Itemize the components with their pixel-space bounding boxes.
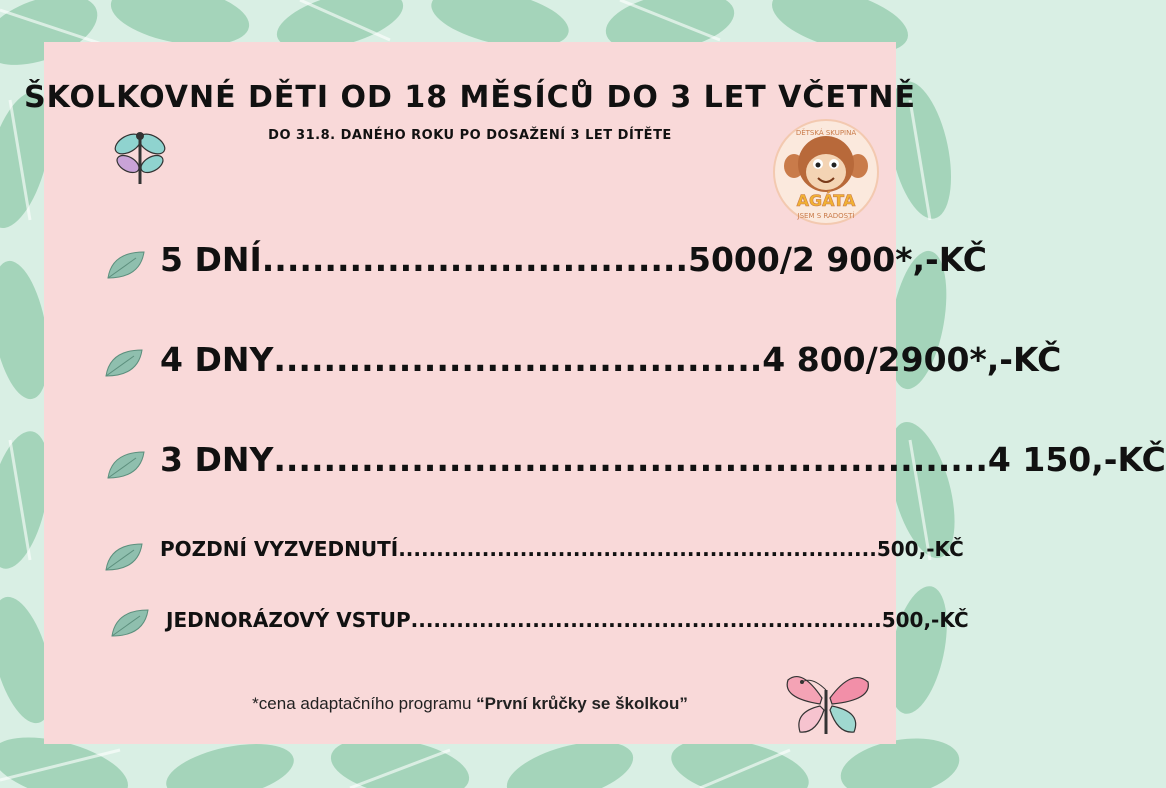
- price-value: 500,-KČ: [881, 608, 969, 632]
- page-subtitle: DO 31.8. DANÉHO ROKU PO DOSAŽENÍ 3 LET DÍTĚTE: [268, 128, 672, 143]
- leaf-icon: [106, 448, 146, 482]
- price-row-4-days: [160, 340, 1062, 379]
- price-row-single-entry: [166, 608, 969, 632]
- leaf-icon: [110, 606, 150, 640]
- price-dots: .........................................................: [273, 440, 988, 479]
- price-label: 4 DNY: [160, 340, 274, 379]
- leaf-icon: [106, 248, 146, 282]
- price-dots: ..................................: [261, 240, 688, 279]
- footnote-text: *cena adaptačního programu: [252, 694, 477, 713]
- agata-logo: [772, 118, 880, 226]
- price-label: JEDNORÁZOVÝ VSTUP: [166, 608, 411, 632]
- price-label: POZDNÍ VYZVEDNUTÍ: [160, 537, 399, 561]
- logo-name: AGÁTA: [796, 191, 856, 210]
- price-value: 500,-KČ: [876, 537, 964, 561]
- leaf-icon: [104, 346, 144, 380]
- price-row-5-days: [160, 240, 988, 279]
- price-value: 5000/2 900*,-KČ: [687, 240, 988, 279]
- price-dots: ..............................................................: [410, 608, 882, 632]
- price-value: 4 150,-KČ: [987, 440, 1166, 479]
- leaf-icon: [104, 540, 144, 574]
- price-dots: .......................................: [273, 340, 763, 379]
- footnote-program-name: “První krůčky se školkou”: [476, 694, 688, 713]
- price-dots: ...............................................................: [398, 537, 877, 561]
- butterfly-icon: [782, 668, 874, 740]
- price-label: 5 DNÍ: [160, 240, 262, 279]
- price-label: 3 DNY: [160, 440, 274, 479]
- dragonfly-icon: [108, 124, 172, 188]
- logo-bottom-text: JSEM S RADOSTÍ: [797, 212, 855, 220]
- price-row-3-days: [160, 440, 1166, 479]
- logo-top-text: DĚTSKÁ SKUPINA: [795, 129, 857, 137]
- page-title: ŠKOLKOVNÉ DĚTI OD 18 MĚSÍCŮ DO 3 LET VČETNĚ: [24, 80, 916, 115]
- price-row-late-pickup: [160, 537, 964, 561]
- price-value: 4 800/2900*,-KČ: [762, 340, 1062, 379]
